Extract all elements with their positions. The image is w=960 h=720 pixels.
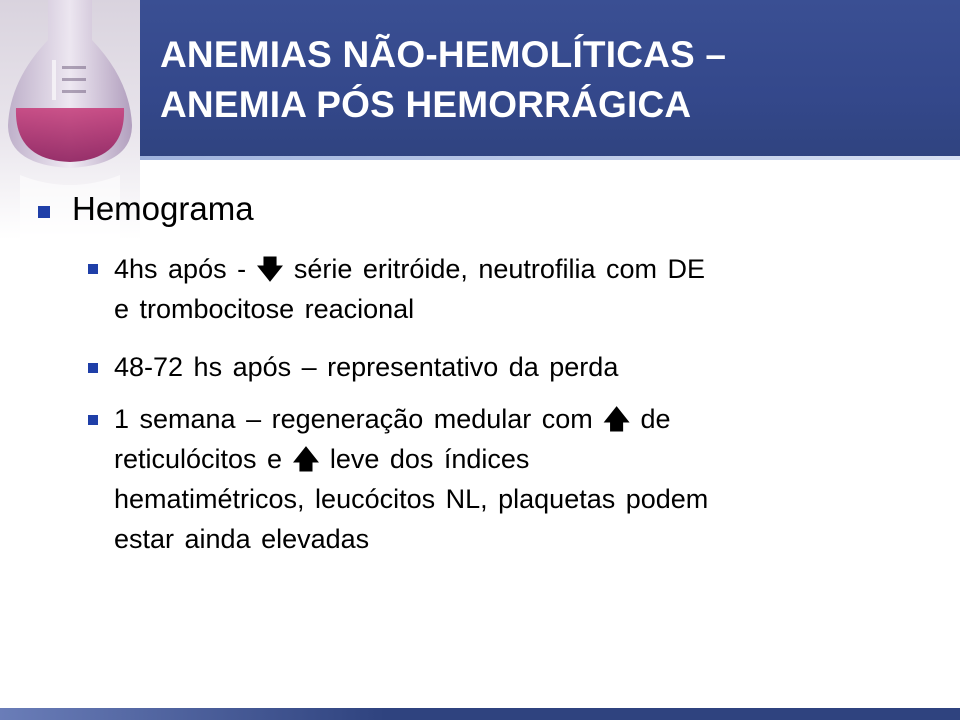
title-line-1: ANEMIAS NÃO-HEMOLÍTICAS – [160, 34, 727, 75]
bottom-bar [0, 708, 960, 720]
heading-hemograma: Hemograma [72, 190, 254, 227]
square-bullet-icon [88, 363, 98, 373]
item1-text-a: 4hs após - [114, 254, 257, 284]
list-item-2 [114, 347, 934, 387]
item1-text-c: e trombocitose reacional [114, 294, 415, 324]
list-item-3 [114, 399, 934, 559]
list-item-1 [114, 249, 934, 329]
item2-text: 48-72 hs após – representativo da perda [114, 352, 619, 382]
item3-text-a: 1 semana – regeneração medular com [114, 404, 604, 434]
title-line-2: ANEMIA PÓS HEMORRÁGICA [160, 84, 692, 125]
item3-text-e: hematimétricos, leucócitos NL, plaquetas podem [114, 484, 709, 514]
square-bullet-icon [88, 415, 98, 425]
arrow-up-icon: 🡅 [292, 444, 320, 474]
arrow-up-icon: 🡅 [603, 404, 630, 434]
arrow-down-icon: 🡇 [256, 254, 284, 284]
item3-text-f: estar ainda elevadas [114, 524, 370, 554]
item1-text-b: série eritróide, neutrofilia com DE [283, 254, 705, 284]
item3-text-d: leve dos índices [319, 444, 530, 474]
square-bullet-icon [38, 206, 50, 218]
item3-text-c: reticulócitos e [114, 444, 293, 474]
square-bullet-icon [88, 264, 98, 274]
item3-text-b: de [630, 404, 671, 434]
